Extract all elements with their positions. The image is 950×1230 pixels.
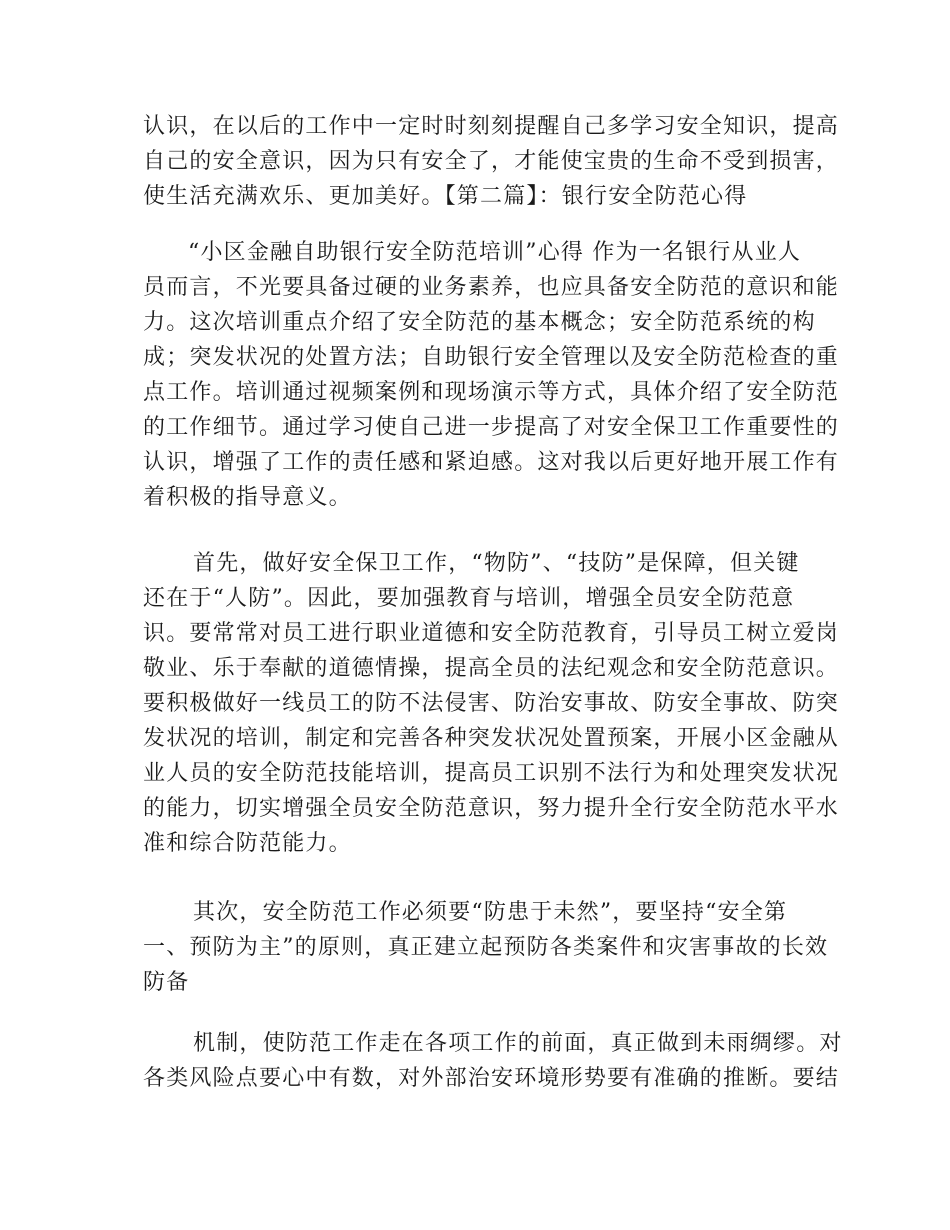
text-line: 成；突发状况的处置方法；自助银行安全管理以及安全防范检查的重 xyxy=(143,345,840,370)
text-line: 要积极做好一线员工的防不法侵害、防治安事故、防安全事故、防突 xyxy=(143,691,840,716)
text-line: 发状况的培训，制定和完善各种突发状况处置预案，开展小区金融从 xyxy=(143,726,840,751)
text-line: “小区金融自助银行安全防范培训”心得 作为一名银行从业人 xyxy=(188,240,802,265)
text-line: 点工作。培训通过视频案例和现场演示等方式，具体介绍了安全防范 xyxy=(143,380,840,405)
text-line: 员而言，不光要具备过硬的业务素养，也应具备安全防范的意识和能 xyxy=(143,275,840,300)
text-line: 业人员的安全防范技能培训，提高员工识别不法行为和处理突发状况 xyxy=(143,761,840,786)
text-line: 着积极的指导意义。 xyxy=(143,485,352,510)
text-line: 各类风险点要心中有数，对外部治安环境形势要有准确的推断。要结 xyxy=(143,1066,840,1091)
text-line: 防备 xyxy=(143,970,190,995)
text-line: 还在于“人防”。因此，要加强教育与培训，增强全员安全防范意 xyxy=(143,586,795,611)
text-line: 认识，在以后的工作中一定时时刻刻提醒自己多学习安全知识，提高 xyxy=(143,114,840,139)
text-line: 自己的安全意识，因为只有安全了，才能使宝贵的生命不受到损害， xyxy=(143,149,840,174)
text-line: 敬业、乐于奉献的道德情操，提高全员的法纪观念和安全防范意识。 xyxy=(143,656,840,681)
text-line: 力。这次培训重点介绍了安全防范的基本概念；安全防范系统的构 xyxy=(143,310,816,335)
text-line: 其次，安全防范工作必须要“防患于未然”，要坚持“安全第 xyxy=(193,900,788,925)
text-line: 首先，做好安全保卫工作，“物防”、“技防”是保障，但关键 xyxy=(193,551,800,576)
text-line: 机制，使防范工作走在各项工作的前面，真正做到未雨绸缪。对 xyxy=(193,1031,843,1056)
text-line: 的工作细节。通过学习使自己进一步提高了对安全保卫工作重要性的 xyxy=(143,415,840,440)
text-line: 使生活充满欢乐、更加美好。【第二篇】：银行安全防范心得 xyxy=(143,184,748,209)
text-line: 一、预防为主”的原则，真正建立起预防各类案件和灾害事故的长效 xyxy=(143,935,829,960)
text-line: 识。要常常对员工进行职业道德和安全防范教育，引导员工树立爱岗 xyxy=(143,621,840,646)
text-line: 认识，增强了工作的责任感和紧迫感。这对我以后更好地开展工作有 xyxy=(143,450,840,475)
text-line: 准和综合防范能力。 xyxy=(143,831,352,856)
text-line: 的能力，切实增强全员安全防范意识，努力提升全行安全防范水平水 xyxy=(143,796,840,821)
